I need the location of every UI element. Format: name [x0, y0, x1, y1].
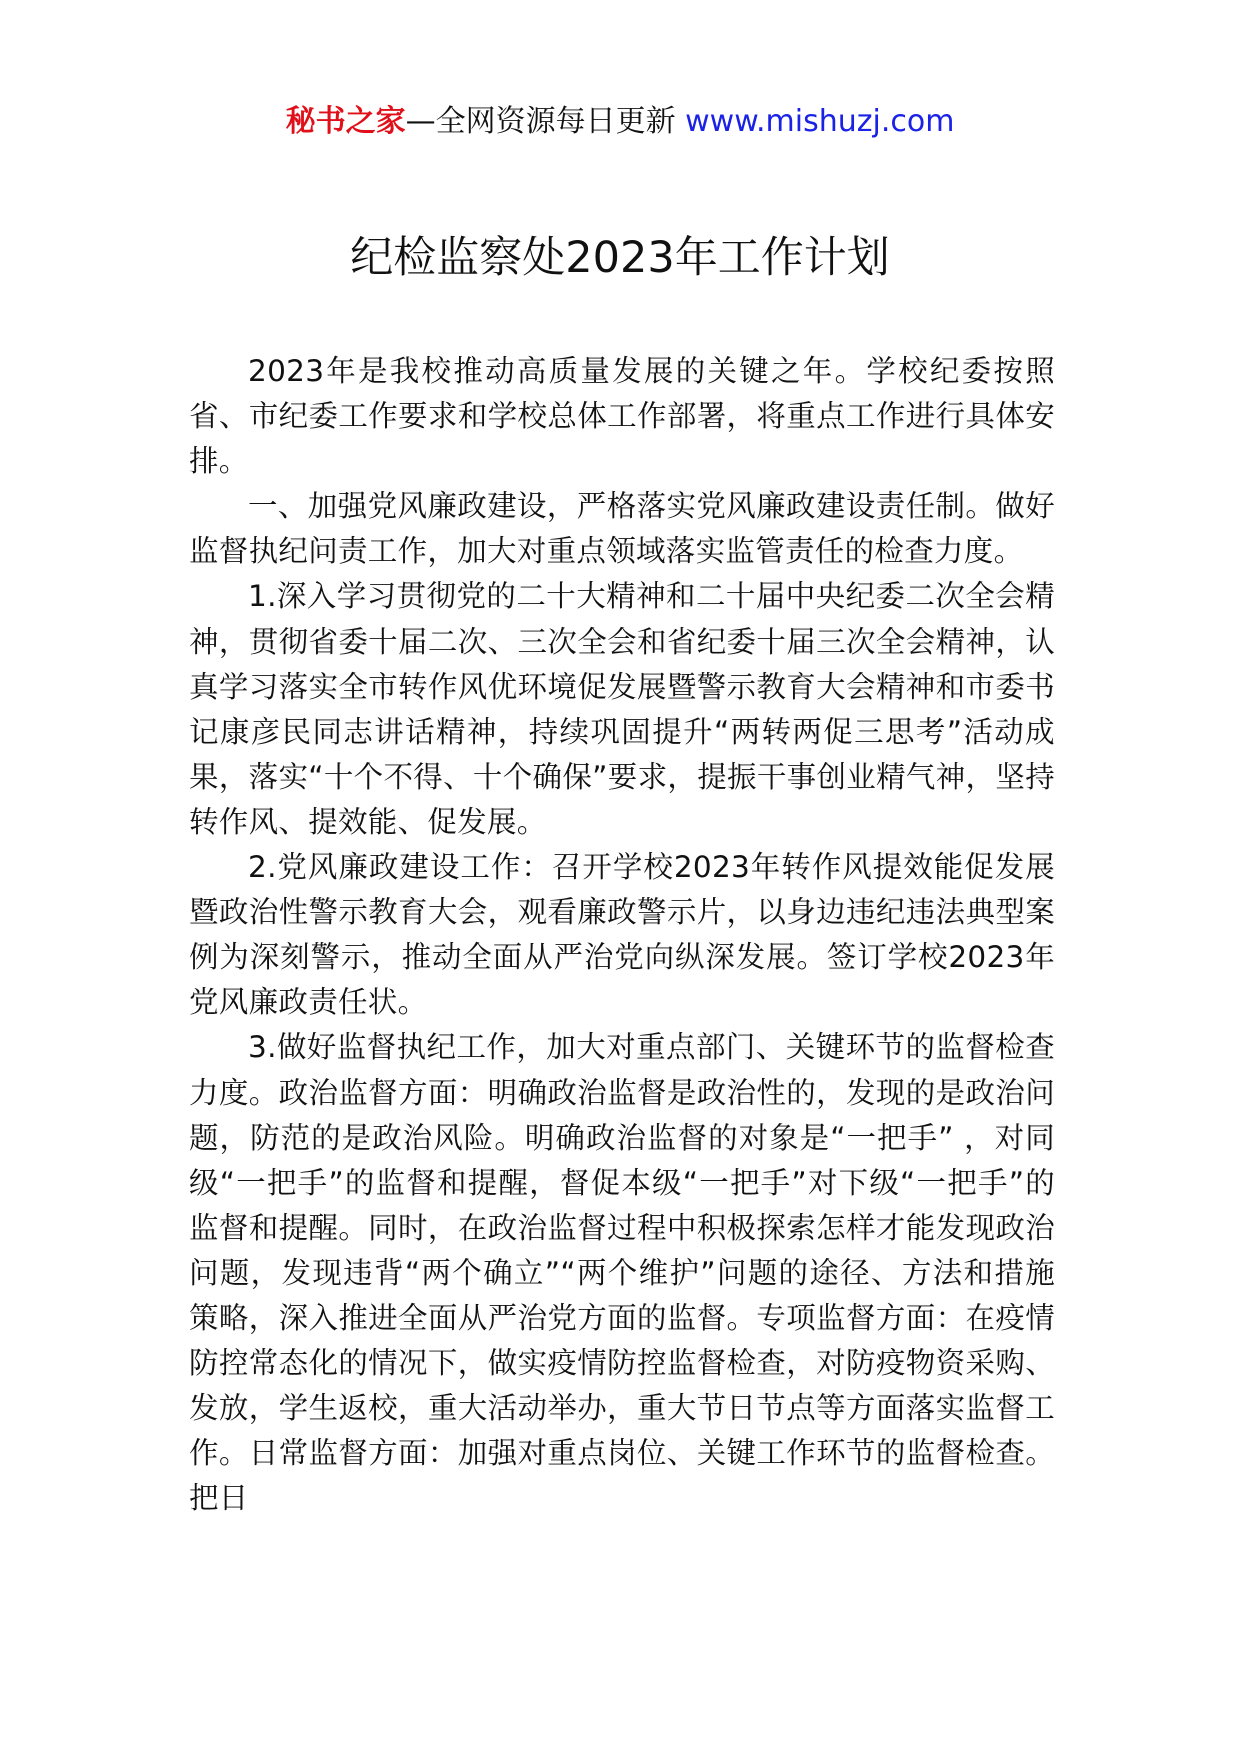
paragraph-item-3: 3.做好监督执纪工作，加大对重点部门、关键环节的监督检查力度。政治监督方面：明确政治监督是政治性的，发现的是政治问题，防范的是政治风险。明确政治监督的对象是“一把手” ，对同级“一把手”的监督和提醒，督促本级“一把手”对下级“一把手”的监督和提醒。同时，在政治监督过程中积极探索怎样才能发现政治问题，发现违背“两个确立”“两个维护”问题的途径、方法和措施策略，深入推进全面从严治党方面的监督。专项监督方面：在疫情防控常态化的情况下，做实疫情防控监督检查，对防疫物资采购、发放，学生返校，重大活动举办，重大节日节点等方面落实监督工作。日常监督方面：加强对重点岗位、关键工作环节的监督检查。把日: [189, 1030, 1055, 1516]
paragraph-intro: 2023年是我校推动高质量发展的关键之年。学校纪委按照省、市纪委工作要求和学校总体工作部署，将重点工作进行具体安排。: [189, 354, 1055, 479]
site-header: [0, 100, 1240, 144]
header-slogan: —全网资源每日更新: [405, 104, 686, 139]
paragraph-section-1: 一、加强党风廉政建设，严格落实党风廉政建设责任制。做好监督执纪问责工作，加大对重点领域落实监管责任的检查力度。: [189, 489, 1055, 569]
paragraph-item-1: 1.深入学习贯彻党的二十大精神和二十届中央纪委二次全会精神，贯彻省委十届二次、三次全会和省纪委十届三次全会精神，认真学习落实全市转作风优环境促发展暨警示教育大会精神和市委书记康彦民同志讲话精神，持续巩固提升“两转两促三思考”活动成果，落实“十个不得、十个确保”要求，提振干事创业精气神，坚持转作风、提效能、促发展。: [189, 579, 1055, 839]
website-link[interactable]: www.mishuzj.com: [685, 104, 955, 139]
document-title: 纪检监察处2023年工作计划: [350, 233, 890, 283]
document-body: [189, 349, 1055, 1521]
paragraph-item-2: 2.党风廉政建设工作：召开学校2023年转作风提效能促发展暨政治性警示教育大会，观看廉政警示片，以身边违纪违法典型案例为深刻警示，推动全面从严治党向纵深发展。签订学校2023年党风廉政责任状。: [189, 850, 1055, 1020]
brand-name: 秘书之家: [285, 104, 406, 139]
